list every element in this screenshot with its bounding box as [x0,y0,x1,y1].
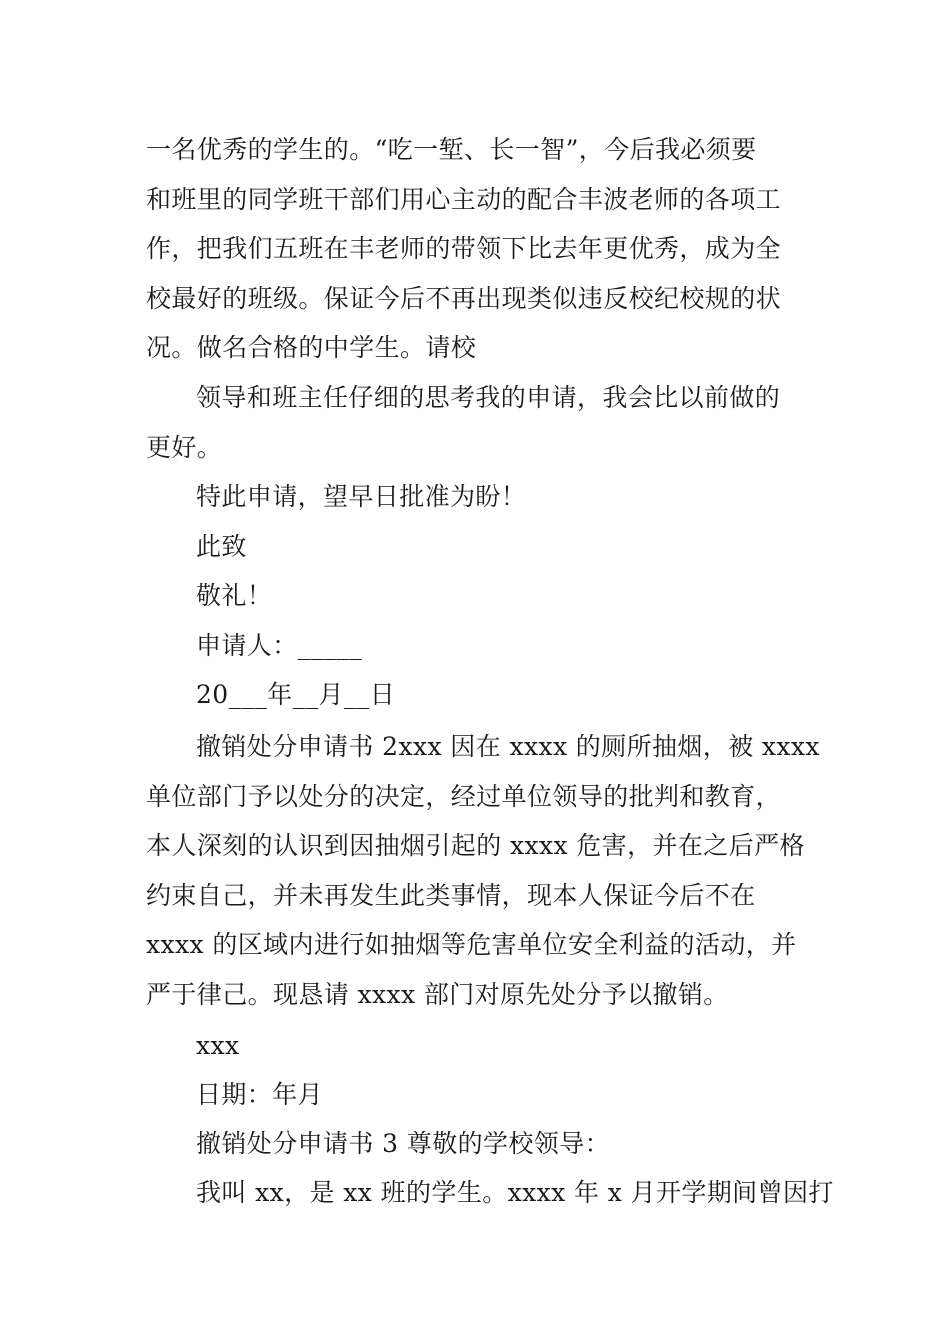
paragraph-3 [146,722,820,1020]
paragraph-2-line: 更好。 [146,432,223,462]
paragraph-1-line: 况。做名合格的中学生。请校 [146,333,477,363]
paragraph-3-line: 本人深刻的认识到因抽烟引起的 xxxx 危害，并在之后严格 [146,831,805,861]
closing-request: 特此申请，望早日批准为盼！ [196,482,527,511]
salutation-jingli: 敬礼！ [196,581,273,610]
heading-3: 撤销处分申请书 3 尊敬的学校领导： [196,1129,611,1158]
paragraph-3-line: 单位部门予以处分的决定，经过单位领导的批判和教育， [146,781,782,811]
paragraph-1-line: 校最好的班级。保证今后不再出现类似违反校纪校规的状 [146,283,782,313]
paragraph-2-line: 领导和班主任仔细的思考我的申请，我会比以前做的 [196,383,781,412]
paragraph-1 [146,125,812,373]
signature: xxx [196,1031,240,1060]
salutation-cizhi: 此致 [196,532,247,561]
paragraph-3-line: 撤销处分申请书 2xxx 因在 xxxx 的厕所抽烟，被 xxxx [196,732,820,761]
paragraph-4-start: 我叫 xx，是 xx 班的学生。xxxx 年 x 月开学期间曾因打 [196,1178,834,1207]
paragraph-1-line: 和班里的同学班干部们用心主动的配合丰波老师的各项工 [146,184,782,214]
date-2: 日期：年月 [196,1080,324,1109]
paragraph-3-line: 约束自己，并未再发生此类事情，现本人保证今后不在 [146,880,756,910]
date-line: 20___年__月__日 [196,680,396,709]
paragraph-2 [146,373,812,472]
paragraph-1-line: 作，把我们五班在丰老师的带领下比去年更优秀，成为全 [146,234,782,264]
paragraph-3-line: 严于律己。现恳请 xxxx 部门对原先处分予以撤销。 [146,979,729,1009]
paragraph-3-line: xxxx 的区域内进行如抽烟等危害单位安全利益的活动，并 [146,930,797,960]
paragraph-1-line: 一名优秀的学生的。“吃一堑、长一智”，今后我必须要 [146,135,757,164]
applicant-line: 申请人：_____ [196,631,363,660]
